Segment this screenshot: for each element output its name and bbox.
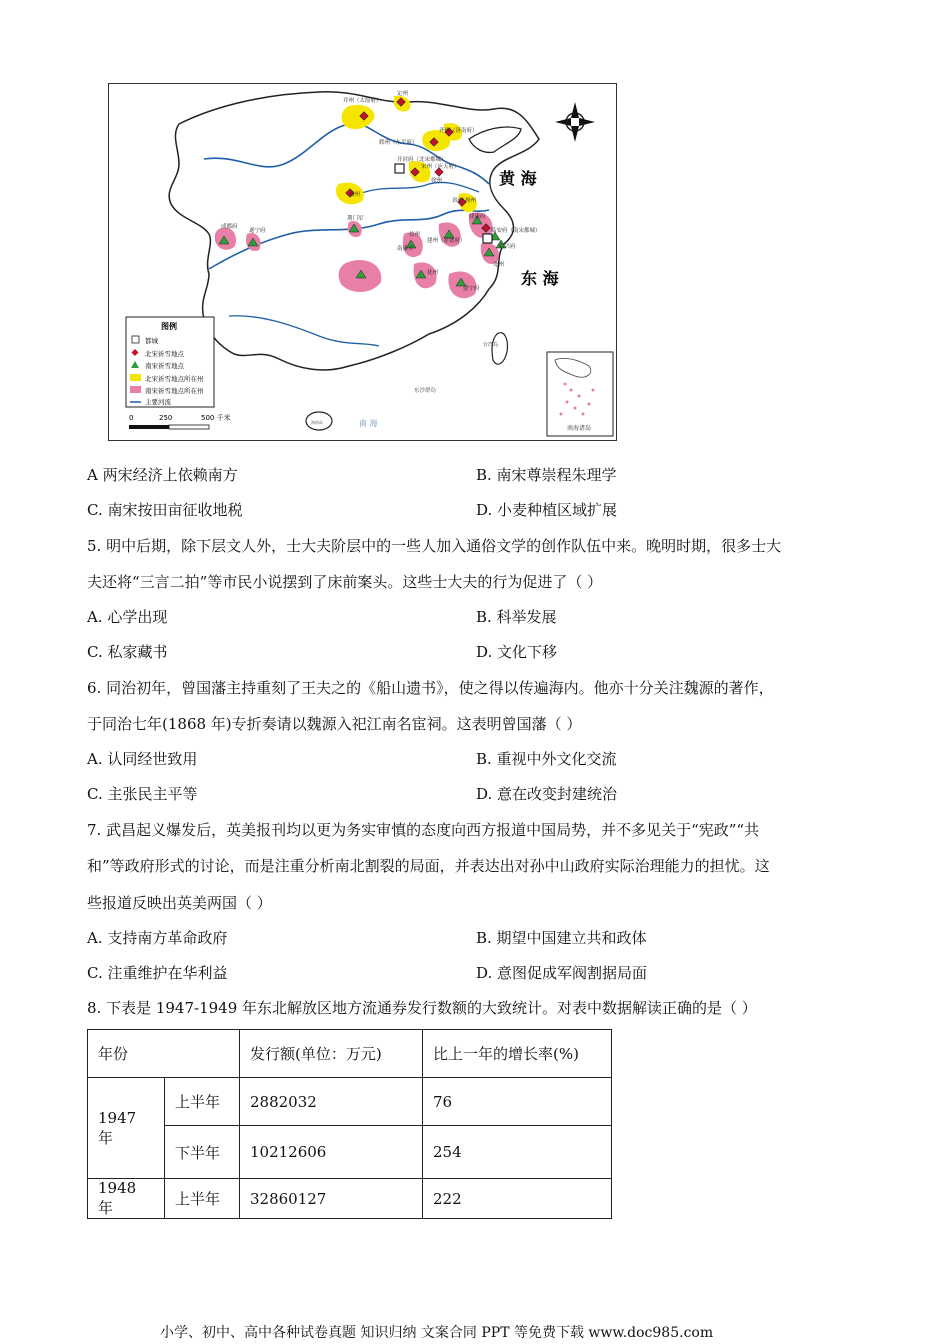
label-yunzhou: 郓州（东平府） xyxy=(379,140,418,146)
legend-title: 图例 xyxy=(161,322,177,331)
scale-mid: 250 xyxy=(159,414,173,422)
table-cell-rate: 76 xyxy=(423,1078,612,1126)
linan-capital-marker xyxy=(483,234,492,243)
table-header-year: 年份 xyxy=(88,1030,240,1078)
table-cell-year-1947: 1947 年 xyxy=(88,1078,165,1179)
q6-option-c[interactable]: C. 主张民主平等 xyxy=(87,785,198,803)
table-cell-year-1948: 1948 年 xyxy=(88,1179,165,1219)
q5-option-d[interactable]: D. 文化下移 xyxy=(476,643,558,661)
table-header-amount: 发行额(单位：万元) xyxy=(240,1030,423,1078)
legend-river: 主要河流 xyxy=(145,398,171,406)
q6-option-d[interactable]: D. 意在改变封建统治 xyxy=(476,785,618,803)
q7-option-d[interactable]: D. 意图促成军阀割据局面 xyxy=(476,964,648,982)
table-cell-half: 下半年 xyxy=(165,1126,240,1179)
label-bingzhou: 并州（太原府） xyxy=(343,98,382,104)
table-cell-half: 上半年 xyxy=(165,1179,240,1219)
q8-stem-line1: 8. 下表是 1947-1949 年东北解放区地方流通券发行数额的大致统计。对表中数据解读正确的是（ ） xyxy=(87,999,757,1017)
inset-label: 南海诸岛 xyxy=(566,425,592,432)
label-zhenzhou: 真州 xyxy=(452,198,464,204)
label-fuzhou: 抚州 xyxy=(427,270,439,276)
song-snow-prayer-map xyxy=(108,83,617,441)
table-cell-rate: 254 xyxy=(423,1126,612,1179)
label-chengdu: 成都府 xyxy=(221,224,238,230)
label-xinzhou: 信州 xyxy=(409,232,421,238)
table-row xyxy=(88,1179,612,1219)
q5-stem-line2: 夫还将“三言二拍”等市民小说摆到了床前案头。这些士大夫的行为促进了（ ） xyxy=(87,573,603,591)
label-songzhou: 宋州（应天府） xyxy=(421,164,460,170)
compass-icon xyxy=(555,102,595,142)
label-shaoxing: 绍兴府 xyxy=(499,244,516,250)
q4-option-a[interactable]: A 两宋经济上依赖南方 xyxy=(87,466,238,484)
map-drawing xyxy=(109,84,616,440)
dongsha-label: 东沙群岛 xyxy=(414,388,437,394)
q6-option-a[interactable]: A. 认同经世致用 xyxy=(87,750,198,768)
table-cell-half: 上半年 xyxy=(165,1078,240,1126)
taiwan-island xyxy=(492,333,507,364)
label-nankang: 南康军 xyxy=(397,246,414,252)
legend-ss-point: 南宋祈雪地点 xyxy=(145,362,184,370)
q7-stem-line2: 和”等政府形式的讨论，而是注重分析南北割裂的局面，并表达出对孙中山政府实际治理能力的担忧。这 xyxy=(87,857,770,875)
taiwan-label: 台湾岛 xyxy=(483,342,499,348)
q4-option-b[interactable]: B. 南宋尊崇程朱理学 xyxy=(476,466,617,484)
table-row xyxy=(88,1078,612,1126)
label-jiankang: 建康府 xyxy=(469,214,486,220)
kaifeng-capital-marker xyxy=(395,164,404,173)
q4-option-c[interactable]: C. 南宋按田亩征收地税 xyxy=(87,501,243,519)
q4-option-d[interactable]: D. 小麦种植区域扩展 xyxy=(476,501,618,519)
q7-option-c[interactable]: C. 注重维护在华利益 xyxy=(87,964,228,982)
table-header-rate: 比上一年的增长率(%) xyxy=(423,1030,612,1078)
label-linan: 临安府（南宋都城） xyxy=(491,228,541,234)
q5-option-c[interactable]: C. 私家藏书 xyxy=(87,643,168,661)
yellow-sea-label: 黄 海 xyxy=(499,169,537,188)
q7-stem-line3: 些报道反映出英美两国（ ） xyxy=(87,894,272,912)
legend-capital: 都城 xyxy=(145,337,158,345)
label-jianzhou: 建州（建德府） xyxy=(427,238,466,244)
q7-option-b[interactable]: B. 期望中国建立共和政体 xyxy=(476,929,647,947)
q7-stem-line1: 7. 武昌起义爆发后，英美报刊均以更为务实审慎的态度向西方报道中国局势，并不多见关于“宪政”“共 xyxy=(87,821,760,839)
legend-ns-point: 北宋祈雪地点 xyxy=(145,350,184,358)
page-footer[interactable]: 小学、初中、高中各种试卷真题 知识归纳 文案合同 PPT 等免费下载 www.doc985.com xyxy=(160,1325,714,1341)
legend-ns-region: 北宋祈雪地点所在州 xyxy=(145,375,204,383)
table-cell-amount: 32860127 xyxy=(240,1179,423,1219)
label-chuzhou: 处州 xyxy=(493,262,505,268)
label-jianning: 建宁府 xyxy=(463,286,480,292)
table-row xyxy=(88,1126,612,1179)
label-dingzhou: 定州 xyxy=(397,91,409,97)
label-yangzhou: 扬州 xyxy=(465,198,477,204)
hainan-label: 海南岛 xyxy=(311,420,323,425)
table-cell-rate: 222 xyxy=(423,1179,612,1219)
table-cell-amount: 2882032 xyxy=(240,1078,423,1126)
table-cell-amount: 10212606 xyxy=(240,1126,423,1179)
south-sea-label: 南 海 xyxy=(359,419,378,428)
q5-option-a[interactable]: A. 心学出现 xyxy=(87,608,168,626)
label-dengzhou: 邓州 xyxy=(349,192,361,198)
label-suining: 遂宁府 xyxy=(249,228,266,234)
east-sea-label: 东 海 xyxy=(521,269,559,288)
q6-stem-line2: 于同治七年(1868 年)专折奏请以魏源入祀江南名宦祠。这表明曾国藩（ ） xyxy=(87,715,582,733)
q6-stem-line1: 6. 同治初年，曾国藩主持重刻了王夫之的《船山遗书》，使之得以传遍海内。他亦十分关注魏源的著作， xyxy=(87,679,774,697)
currency-issuance-table xyxy=(87,1029,612,1219)
label-kaifeng: 开封府（北宋都城） xyxy=(397,157,447,163)
q5-option-b[interactable]: B. 科举发展 xyxy=(476,608,557,626)
q7-option-a[interactable]: A. 支持南方革命政府 xyxy=(87,929,228,947)
scale-end: 500 千米 xyxy=(201,414,231,422)
label-qizhou: 齐州（济南府） xyxy=(439,128,478,134)
q5-stem-line1: 5. 明中后期，除下层文人外，士大夫阶层中的一些人加入通俗文学的创作队伍中来。晚明时期，很多士大 xyxy=(87,537,782,555)
label-jingmen: 荆门军 xyxy=(347,216,364,222)
q6-option-b[interactable]: B. 重视中外文化交流 xyxy=(476,750,617,768)
scale-zero: 0 xyxy=(129,414,134,422)
legend-ss-region: 南宋祈雪地点所在州 xyxy=(145,387,204,395)
label-xuzhou: 徐州 xyxy=(431,178,443,184)
